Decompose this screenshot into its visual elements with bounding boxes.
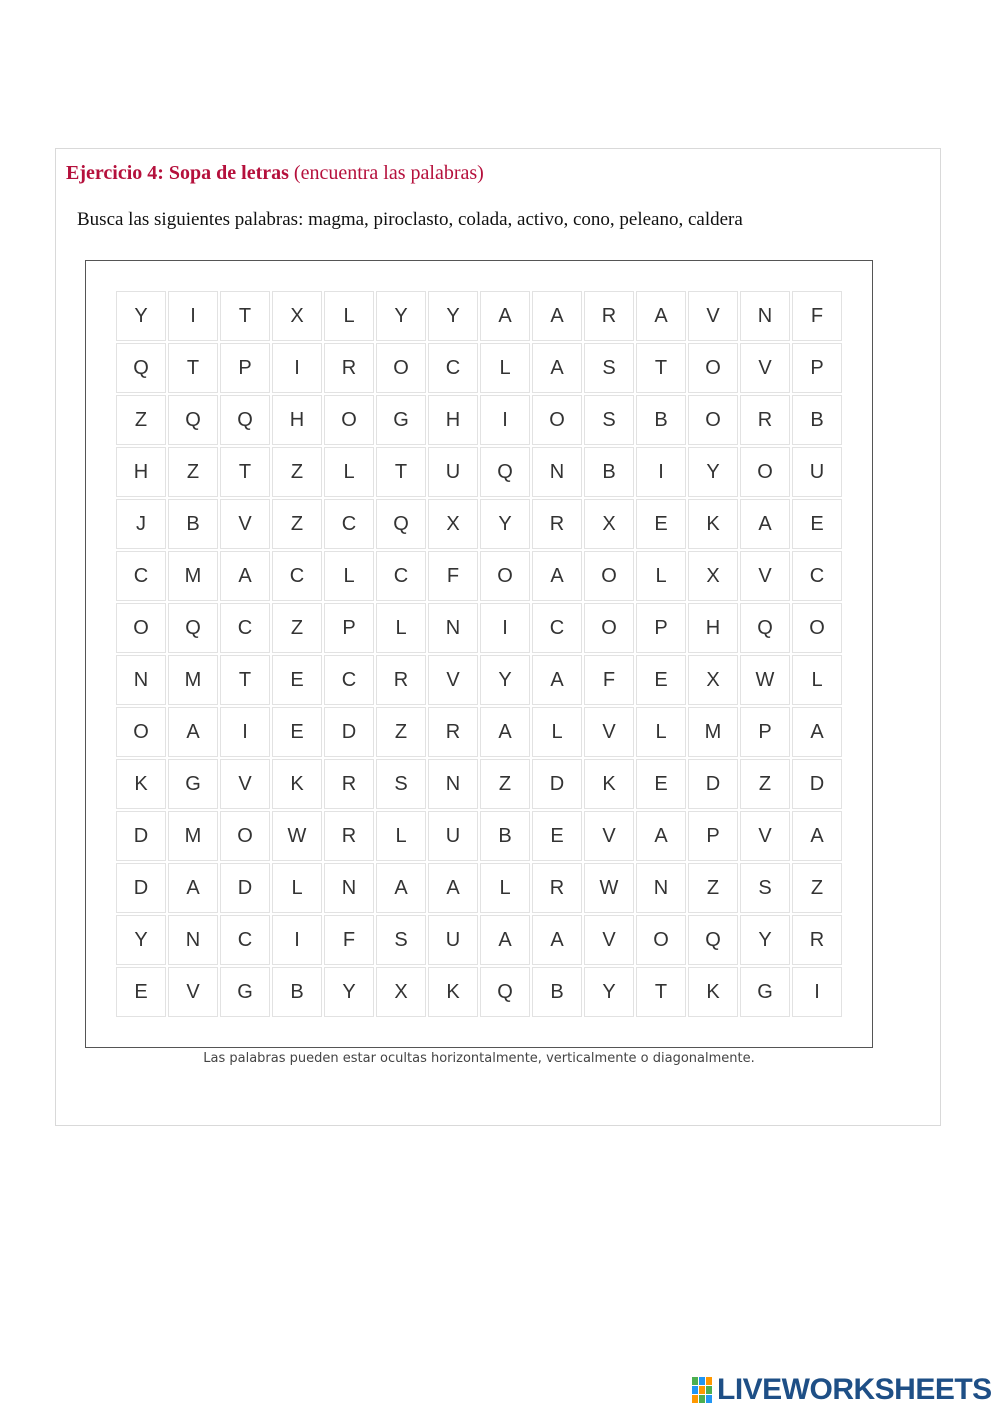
instructions-text: Busca las siguientes palabras: magma, piroclasto, colada, activo, cono, peleano, caldera [77,209,743,230]
letter-cell[interactable]: F [428,551,478,601]
letter-cell[interactable]: N [740,291,790,341]
letter-cell[interactable]: N [324,863,374,913]
letter-cell[interactable]: W [740,655,790,705]
letter-cell[interactable]: P [792,343,842,393]
letter-cell[interactable]: P [324,603,374,653]
letter-cell[interactable]: D [792,759,842,809]
letter-cell[interactable]: M [168,655,218,705]
letter-cell[interactable]: O [324,395,374,445]
letter-cell[interactable]: O [584,551,634,601]
letter-cell[interactable]: S [584,343,634,393]
letter-cell[interactable]: O [220,811,270,861]
letter-cell[interactable]: K [584,759,634,809]
letter-cell[interactable]: M [688,707,738,757]
letter-cell[interactable]: N [168,915,218,965]
letter-cell[interactable]: L [272,863,322,913]
letter-cell[interactable]: A [532,915,582,965]
letter-cell[interactable]: S [740,863,790,913]
letter-cell[interactable]: B [480,811,530,861]
letter-cell[interactable]: S [376,759,426,809]
letter-cell[interactable]: V [740,551,790,601]
letter-cell[interactable]: P [688,811,738,861]
letter-cell[interactable]: Z [740,759,790,809]
letter-cell[interactable]: F [792,291,842,341]
letter-cell[interactable]: V [688,291,738,341]
letter-cell[interactable]: B [792,395,842,445]
letter-cell[interactable]: Z [688,863,738,913]
letter-cell[interactable]: C [324,499,374,549]
letter-cell[interactable]: A [532,551,582,601]
letter-cell[interactable]: Q [116,343,166,393]
letter-cell[interactable]: Z [792,863,842,913]
letter-cell[interactable]: Q [480,447,530,497]
letter-cell[interactable]: C [220,915,270,965]
letter-cell[interactable]: R [428,707,478,757]
letter-cell[interactable]: L [792,655,842,705]
letter-cell[interactable]: Z [272,447,322,497]
letter-cell[interactable]: X [428,499,478,549]
liveworksheets-logo-icon [692,1377,714,1403]
letter-cell[interactable]: L [324,291,374,341]
letter-cell[interactable]: B [584,447,634,497]
letter-cell[interactable]: L [636,551,686,601]
letter-cell[interactable]: C [792,551,842,601]
letter-cell[interactable]: E [272,655,322,705]
letter-cell[interactable]: J [116,499,166,549]
letter-cell[interactable]: B [168,499,218,549]
letter-cell[interactable]: E [532,811,582,861]
letter-cell[interactable]: S [376,915,426,965]
letter-cell[interactable]: T [636,967,686,1017]
letter-cell[interactable]: L [480,863,530,913]
letter-cell[interactable]: I [168,291,218,341]
letter-cell[interactable]: L [636,707,686,757]
letter-cell[interactable]: A [480,707,530,757]
letter-cell[interactable]: Y [376,291,426,341]
letter-cell[interactable]: R [740,395,790,445]
letter-cell[interactable]: K [428,967,478,1017]
letter-cell[interactable]: R [376,655,426,705]
letter-cell[interactable]: Z [376,707,426,757]
letter-cell[interactable]: R [324,343,374,393]
letter-cell[interactable]: A [636,291,686,341]
letter-cell[interactable]: V [740,343,790,393]
letter-cell[interactable]: P [220,343,270,393]
letter-cell[interactable]: Q [376,499,426,549]
letter-cell[interactable]: B [532,967,582,1017]
letter-cell[interactable]: M [168,811,218,861]
letter-cell[interactable]: L [376,603,426,653]
letter-cell[interactable]: U [428,811,478,861]
letter-cell[interactable]: Z [116,395,166,445]
letter-cell[interactable]: A [220,551,270,601]
letter-cell[interactable]: V [220,759,270,809]
letter-cell[interactable]: V [584,707,634,757]
letter-cell[interactable]: A [480,291,530,341]
exercise-title-bold: Ejercicio 4: Sopa de letras [66,162,289,184]
letter-cell[interactable]: D [324,707,374,757]
letter-cell[interactable]: Y [688,447,738,497]
letter-cell[interactable]: B [272,967,322,1017]
letter-cell[interactable]: Y [116,291,166,341]
letter-cell[interactable]: X [376,967,426,1017]
letter-cell[interactable]: Z [272,499,322,549]
letter-cell[interactable]: O [688,343,738,393]
letter-cell[interactable]: G [740,967,790,1017]
letter-cell[interactable]: C [532,603,582,653]
letter-cell[interactable]: E [116,967,166,1017]
letter-cell[interactable]: C [272,551,322,601]
letter-cell[interactable]: Y [480,499,530,549]
letter-cell[interactable]: Y [740,915,790,965]
letter-cell[interactable]: Y [428,291,478,341]
letter-cell[interactable]: V [220,499,270,549]
letter-cell[interactable]: G [168,759,218,809]
letter-cell[interactable]: M [168,551,218,601]
letter-cell[interactable]: O [480,551,530,601]
letter-cell[interactable]: Z [168,447,218,497]
letter-cell[interactable]: I [272,915,322,965]
letter-cell[interactable]: Y [584,967,634,1017]
letter-cell[interactable]: C [376,551,426,601]
letter-cell[interactable]: L [324,447,374,497]
letter-cell[interactable]: E [636,759,686,809]
letter-cell[interactable]: L [532,707,582,757]
letter-cell[interactable]: N [636,863,686,913]
letter-cell[interactable]: I [792,967,842,1017]
letter-cell[interactable]: A [532,291,582,341]
letter-cell[interactable]: X [688,655,738,705]
letter-cell[interactable]: O [584,603,634,653]
letter-cell[interactable]: P [636,603,686,653]
letter-cell[interactable]: A [168,707,218,757]
letter-cell[interactable]: R [584,291,634,341]
letter-cell[interactable]: R [324,759,374,809]
letter-cell[interactable]: A [168,863,218,913]
letter-cell[interactable]: V [168,967,218,1017]
letter-cell[interactable]: O [688,395,738,445]
letter-cell[interactable]: Q [168,603,218,653]
letter-cell[interactable]: N [428,603,478,653]
letter-cell[interactable]: I [272,343,322,393]
letter-cell[interactable]: Q [168,395,218,445]
letter-cell[interactable]: V [584,915,634,965]
puzzle-caption: Las palabras pueden estar ocultas horizontalmente, verticalmente o diagonalmente. [203,1051,755,1066]
letter-cell[interactable]: T [636,343,686,393]
letter-cell[interactable]: C [116,551,166,601]
letter-cell[interactable]: T [220,447,270,497]
letter-cell[interactable]: P [740,707,790,757]
letter-cell[interactable]: T [220,655,270,705]
letter-cell[interactable]: O [116,707,166,757]
letter-cell[interactable]: E [636,499,686,549]
liveworksheets-logo-text: LIVEWORKSHEETS [717,1373,992,1406]
letter-cell[interactable]: X [688,551,738,601]
letter-cell[interactable]: A [740,499,790,549]
letter-cell[interactable]: V [584,811,634,861]
letter-cell[interactable]: Q [220,395,270,445]
letter-cell[interactable]: Z [272,603,322,653]
letter-cell[interactable]: H [688,603,738,653]
letter-cell[interactable]: U [428,447,478,497]
letter-cell[interactable]: R [792,915,842,965]
letter-cell[interactable]: U [428,915,478,965]
letter-cell[interactable]: I [480,603,530,653]
letter-cell[interactable]: I [636,447,686,497]
letter-cell[interactable]: T [168,343,218,393]
letter-cell[interactable]: U [792,447,842,497]
letter-cell[interactable]: R [532,863,582,913]
letter-cell[interactable]: O [636,915,686,965]
letter-cell[interactable]: N [428,759,478,809]
liveworksheets-logo [692,1374,992,1406]
letter-cell[interactable]: D [532,759,582,809]
letter-cell[interactable]: C [428,343,478,393]
letter-cell[interactable]: D [116,863,166,913]
letter-cell[interactable]: A [636,811,686,861]
letter-cell[interactable]: F [584,655,634,705]
exercise-title [66,162,484,185]
letter-cell[interactable]: D [220,863,270,913]
letter-cell[interactable]: K [688,967,738,1017]
letter-cell[interactable]: A [792,707,842,757]
letter-cell[interactable]: A [428,863,478,913]
exercise-title-subtitle: (encuentra las palabras) [293,162,484,184]
letter-cell[interactable]: C [220,603,270,653]
letter-cell[interactable]: N [116,655,166,705]
letter-cell[interactable]: A [532,343,582,393]
letter-cell[interactable]: W [584,863,634,913]
letter-cell[interactable]: Y [116,915,166,965]
letter-cell[interactable]: E [272,707,322,757]
letter-cell[interactable]: D [116,811,166,861]
letter-cell[interactable]: A [792,811,842,861]
letter-cell[interactable]: G [376,395,426,445]
letter-cell[interactable]: W [272,811,322,861]
letter-cell[interactable]: I [480,395,530,445]
letter-cell[interactable]: R [532,499,582,549]
letter-cell[interactable]: O [532,395,582,445]
letter-cell[interactable]: C [324,655,374,705]
letter-cell[interactable]: H [272,395,322,445]
letter-cell[interactable]: K [272,759,322,809]
letter-cell[interactable]: Y [480,655,530,705]
letter-cell[interactable]: O [792,603,842,653]
letter-cell[interactable]: B [636,395,686,445]
letter-cell[interactable]: S [584,395,634,445]
letter-cell[interactable]: Z [480,759,530,809]
letter-cell[interactable]: G [220,967,270,1017]
letter-cell[interactable]: O [376,343,426,393]
letter-cell[interactable]: Y [324,967,374,1017]
letter-cell[interactable]: K [116,759,166,809]
letter-cell[interactable]: V [428,655,478,705]
letter-cell[interactable]: H [116,447,166,497]
letter-cell[interactable]: L [376,811,426,861]
letter-cell[interactable]: X [584,499,634,549]
letter-cell[interactable]: A [376,863,426,913]
letter-cell[interactable]: F [324,915,374,965]
letter-cell[interactable]: Q [688,915,738,965]
letter-cell[interactable]: O [116,603,166,653]
letter-cell[interactable]: V [740,811,790,861]
letter-cell[interactable]: K [688,499,738,549]
letter-cell[interactable]: E [792,499,842,549]
letter-cell[interactable]: A [480,915,530,965]
letter-cell[interactable]: H [428,395,478,445]
letter-cell[interactable]: T [376,447,426,497]
word-search-grid [116,291,842,1017]
letter-cell[interactable]: Q [480,967,530,1017]
letter-cell[interactable]: X [272,291,322,341]
letter-cell[interactable]: I [220,707,270,757]
letter-cell[interactable]: L [324,551,374,601]
letter-cell[interactable]: N [532,447,582,497]
letter-cell[interactable]: T [220,291,270,341]
letter-cell[interactable]: A [532,655,582,705]
letter-cell[interactable]: O [740,447,790,497]
letter-cell[interactable]: L [480,343,530,393]
letter-cell[interactable]: D [688,759,738,809]
letter-cell[interactable]: R [324,811,374,861]
letter-cell[interactable]: Q [740,603,790,653]
letter-cell[interactable]: E [636,655,686,705]
